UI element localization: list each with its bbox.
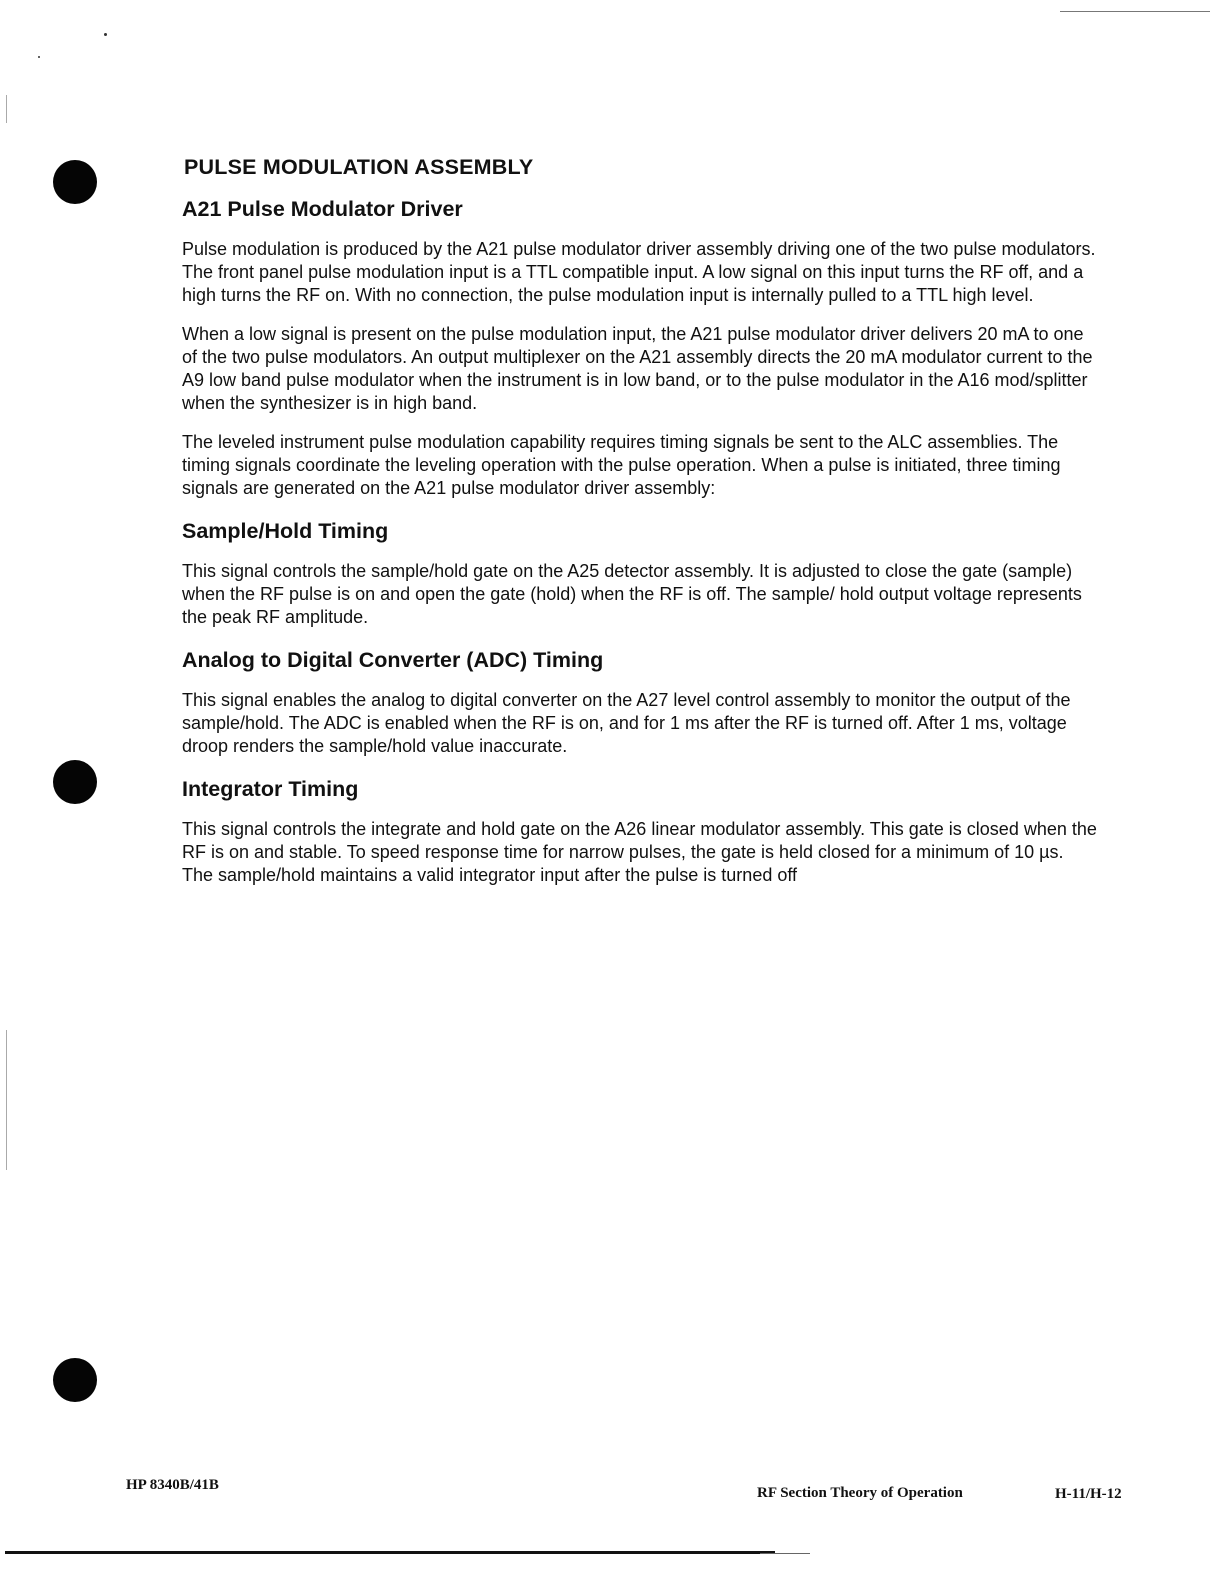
punch-hole — [53, 760, 97, 804]
bottom-rule — [760, 1553, 810, 1554]
subsection-heading: Analog to Digital Converter (ADC) Timing — [182, 648, 604, 672]
punch-hole — [53, 1358, 97, 1402]
scan-speck — [104, 33, 107, 36]
subsection-integrator-timing — [182, 774, 1097, 887]
paragraph: This signal controls the sample/hold gate on the A25 detector assembly. It is adjusted to close the gate (sample) when the RF pulse is on and open the gate (hold) when the RF is off. The sample/ hold output voltage represents the peak RF amplitude. — [182, 561, 1082, 627]
subsection-sample-hold-timing — [182, 516, 1097, 629]
scan-edge-line — [6, 1030, 7, 1170]
subsection-pulse-modulator-driver — [182, 194, 1097, 500]
document-body — [182, 150, 1097, 903]
section-title: PULSE MODULATION ASSEMBLY — [184, 155, 534, 179]
paragraph: When a low signal is present on the pulse modulation input, the A21 pulse modulator driver delivers 20 mA to one of the two pulse modulators. An output multiplexer on the A21 assembly directs the 20 mA modulator current to the A9 low band pulse modulator when the instrument is in low band, or to the pulse modulator in the A16 mod/splitter when the synthesizer is in high band. — [182, 324, 1093, 413]
footer-model: HP 8340B/41B — [126, 1477, 219, 1493]
paragraph: Pulse modulation is produced by the A21 pulse modulator driver assembly driving one of the two pulse modulators. The front panel pulse modulation input is a TTL compatible input. A low signal on this input turns the RF off, and a high turns the RF on. With no connection, the pulse modulation input is internally pulled to a TTL high level. — [182, 239, 1096, 305]
bottom-rule — [5, 1551, 775, 1554]
paragraph: The leveled instrument pulse modulation capability requires timing signals be sent to the ALC assemblies. The timing signals coordinate the leveling operation with the pulse operation. When a pulse is initiated, three timing signals are generated on the A21 pulse modulator driver assembly: — [182, 432, 1061, 498]
scan-edge-line — [6, 95, 7, 123]
subsection-adc-timing — [182, 645, 1097, 758]
punch-hole — [53, 160, 97, 204]
footer-page-number: H-11/H-12 — [1055, 1486, 1122, 1502]
footer-section-title: RF Section Theory of Operation — [757, 1485, 963, 1501]
scan-speck — [38, 56, 40, 58]
top-rule — [1060, 11, 1210, 12]
paragraph: This signal enables the analog to digital converter on the A27 level control assembly to monitor the output of the sample/hold. The ADC is enabled when the RF is on, and for 1 ms after the RF is turned off. After 1 ms, voltage droop renders the sample/hold value inaccurate. — [182, 690, 1071, 756]
subsection-heading: A21 Pulse Modulator Driver — [182, 197, 463, 221]
subsection-heading: Integrator Timing — [182, 777, 359, 801]
paragraph: This signal controls the integrate and hold gate on the A26 linear modulator assembly. This gate is closed when the RF is on and stable. To speed response time for narrow pulses, the gate is held closed for a minimum of 10 µs. The sample/hold maintains a valid integrator input after the pulse is turned off — [182, 819, 1097, 885]
subsection-heading: Sample/Hold Timing — [182, 519, 389, 543]
